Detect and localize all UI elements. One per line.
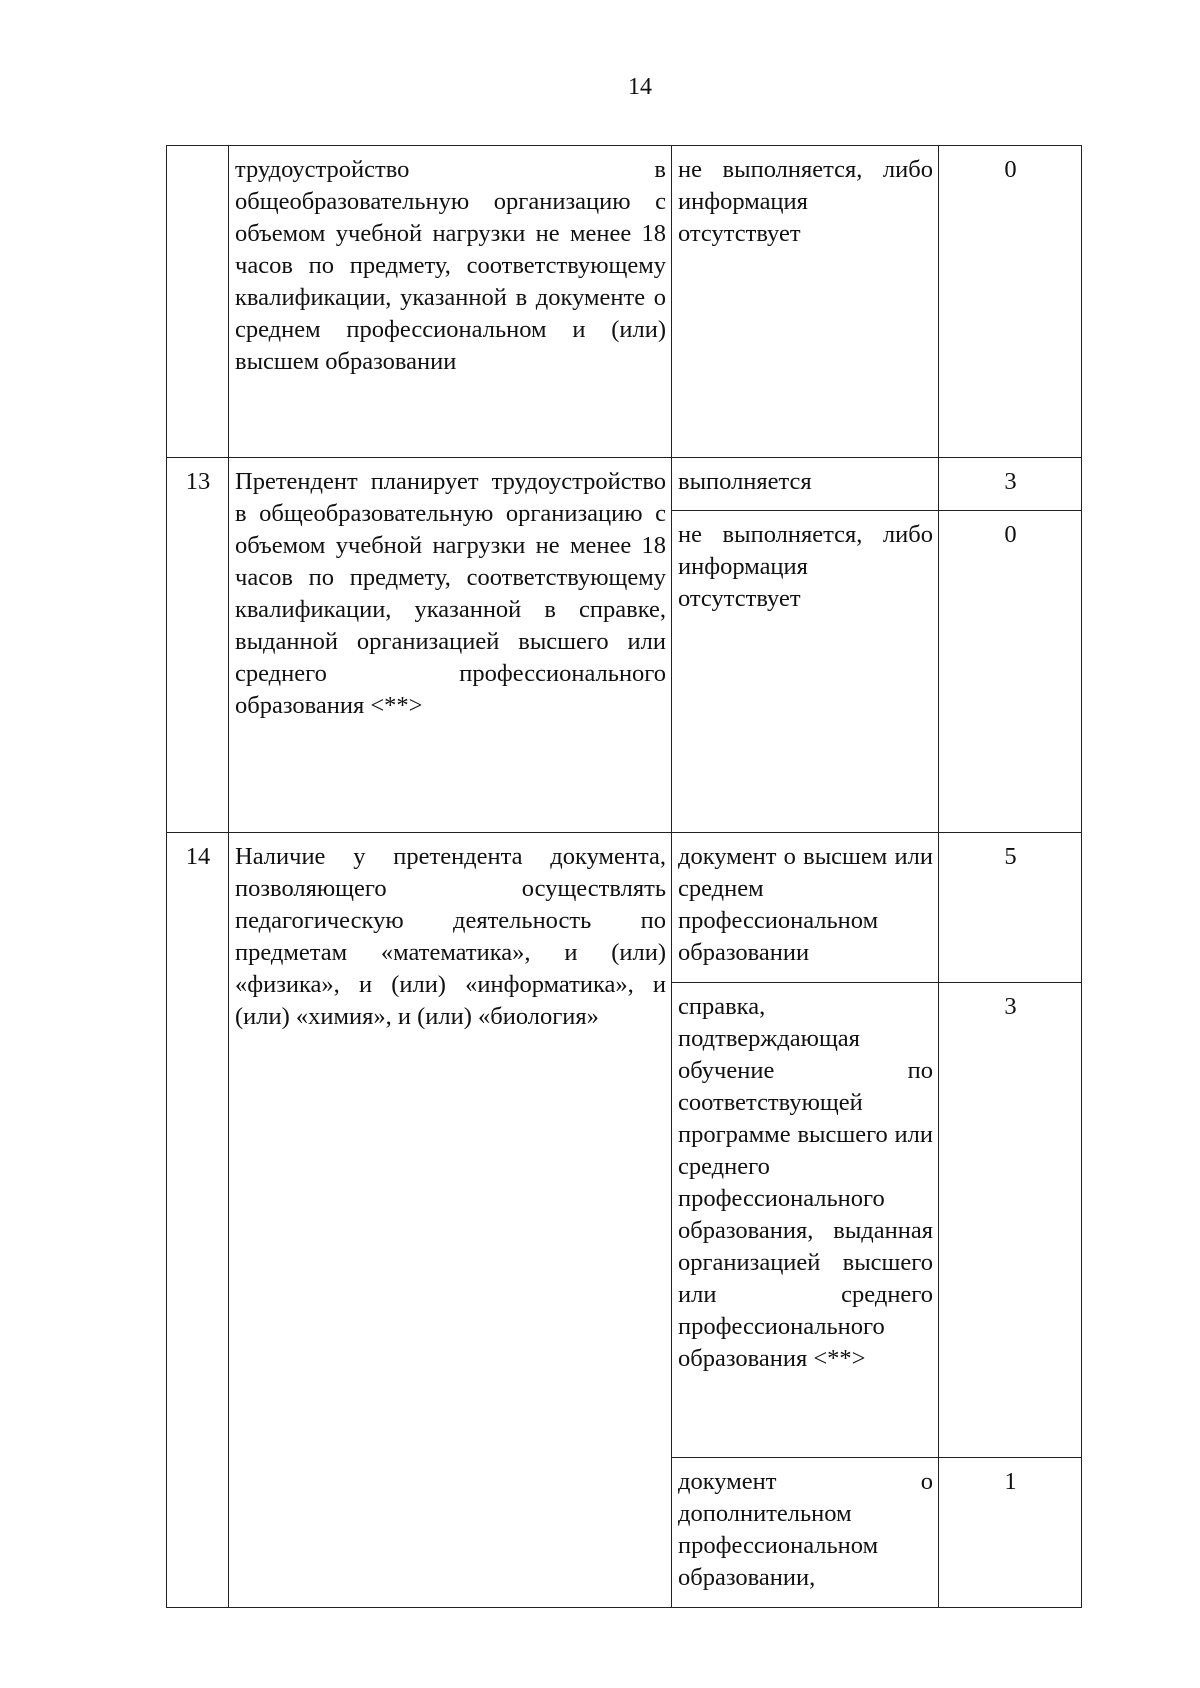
table-row xyxy=(167,458,1082,511)
option-value-cell: документ о высшем или среднем профессиональном образовании xyxy=(672,833,939,983)
table-row xyxy=(167,833,1082,983)
option-points-cell: 0 xyxy=(939,511,1082,833)
option-points-cell: 1 xyxy=(939,1458,1082,1608)
page-number: 14 xyxy=(628,74,652,100)
table-row xyxy=(167,146,1082,458)
option-points-cell: 5 xyxy=(939,833,1082,983)
option-value-cell: документ о дополнительном профессиональном образовании, xyxy=(672,1458,939,1608)
option-points-cell: 0 xyxy=(939,146,1082,458)
option-value-cell: не выполняется, либо информация отсутствует xyxy=(672,511,939,833)
criterion-cell: Претендент планирует трудоустройство в общеобразовательную организацию с объемом учебной нагрузки не менее 18 часов по предмету, соответствующему квалификации, указанной в справке, выданной организацией высшего или среднего профессионального образования <**> xyxy=(229,458,672,833)
criteria-table xyxy=(166,145,1082,1608)
option-value-cell: не выполняется, либо информация отсутствует xyxy=(672,146,939,458)
criterion-cell: Наличие у претендента документа, позволяющего осуществлять педагогическую деятельность по предметам «математика», и (или) «физика», и (или) «информатика», и (или) «химия», и (или) «биология» xyxy=(229,833,672,1608)
row-number-cell: 13 xyxy=(167,458,229,833)
option-value-cell: выполняется xyxy=(672,458,939,511)
option-value-cell: справка, подтверждающая обучение по соответствующей программе высшего или среднего профессионального образования, выданная организацией высшего или среднего профессионального образования <**> xyxy=(672,983,939,1458)
criterion-cell: трудоустройство в общеобразовательную организацию с объемом учебной нагрузки не менее 18 часов по предмету, соответствующему квалификации, указанной в документе о среднем профессиональном и (или) высшем образовании xyxy=(229,146,672,458)
option-points-cell: 3 xyxy=(939,458,1082,511)
row-number-cell: 14 xyxy=(167,833,229,1608)
option-points-cell: 3 xyxy=(939,983,1082,1458)
row-number-cell xyxy=(167,146,229,458)
